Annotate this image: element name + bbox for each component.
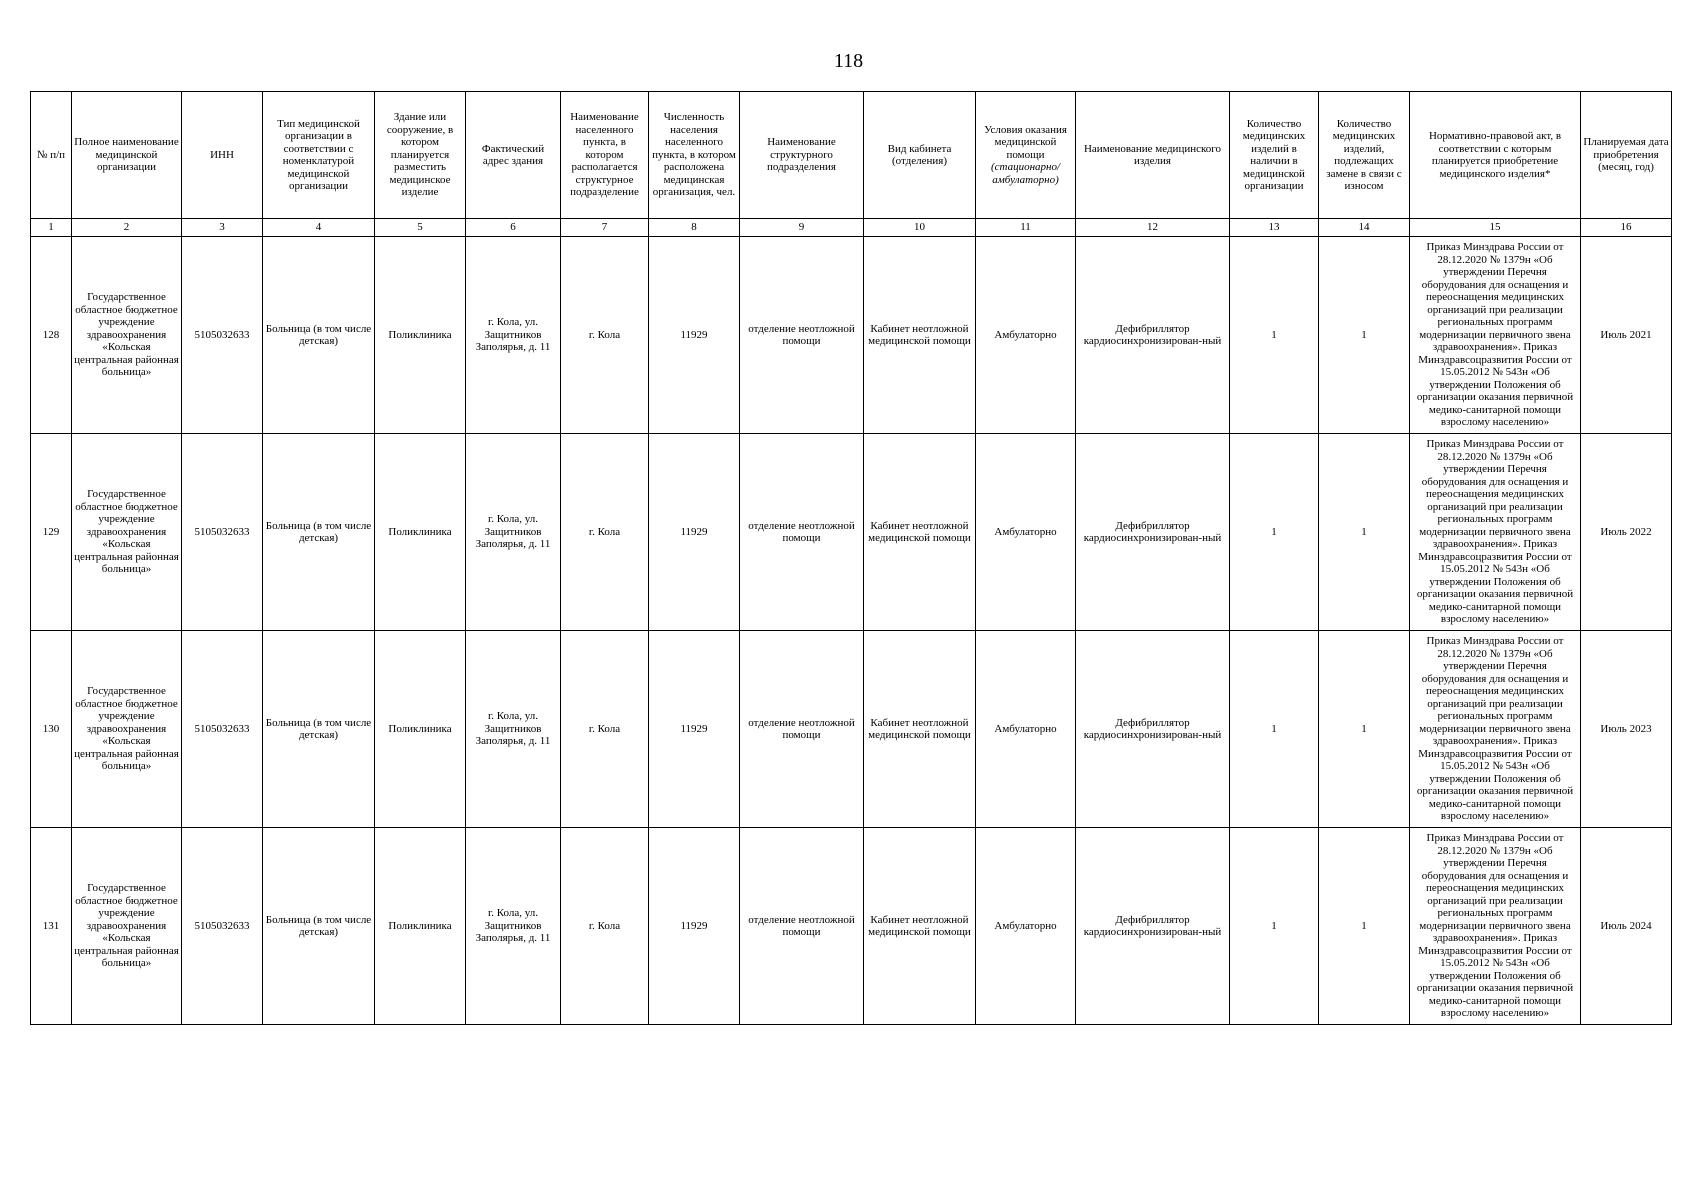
page-number: 118 — [833, 50, 864, 72]
building-address: г. Кола, ул. Защитников Заполярья, д. 11 — [466, 828, 561, 1025]
column-number: 4 — [263, 219, 375, 237]
population-count: 11929 — [649, 237, 740, 434]
header-cell: Фактический адрес здания — [466, 92, 561, 219]
device-name: Дефибриллятор кардиосинхронизирован-ный — [1076, 434, 1230, 631]
care-condition: Амбулаторно — [976, 434, 1076, 631]
column-number: 1 — [31, 219, 72, 237]
care-condition: Амбулаторно — [976, 237, 1076, 434]
purchase-date: Июль 2021 — [1581, 237, 1672, 434]
device-name: Дефибриллятор кардиосинхронизирован-ный — [1076, 828, 1230, 1025]
building-name: Поликлиника — [375, 631, 466, 828]
cabinet-type: Кабинет неотложной медицинской помощи — [864, 631, 976, 828]
organization-type: Больница (в том числе детская) — [263, 828, 375, 1025]
column-number: 5 — [375, 219, 466, 237]
column-number: 15 — [1410, 219, 1581, 237]
organization-type: Больница (в том числе детская) — [263, 631, 375, 828]
device-name: Дефибриллятор кардиосинхронизирован-ный — [1076, 631, 1230, 828]
building-name: Поликлиника — [375, 828, 466, 1025]
header-cell — [976, 92, 1076, 219]
quantity-in-stock: 1 — [1230, 631, 1319, 828]
quantity-in-stock: 1 — [1230, 237, 1319, 434]
column-number: 11 — [976, 219, 1076, 237]
column-number: 10 — [864, 219, 976, 237]
quantity-to-replace: 1 — [1319, 237, 1410, 434]
header-cell: Здание или сооружение, в котором планируется разместить медицинское изделие — [375, 92, 466, 219]
inn-value: 5105032633 — [182, 237, 263, 434]
header-cell: Наименование медицинского изделия — [1076, 92, 1230, 219]
care-condition: Амбулаторно — [976, 631, 1076, 828]
organization-type: Больница (в том числе детская) — [263, 237, 375, 434]
row-number: 131 — [31, 828, 72, 1025]
device-name: Дефибриллятор кардиосинхронизирован-ный — [1076, 237, 1230, 434]
purchase-date: Июль 2022 — [1581, 434, 1672, 631]
cabinet-type: Кабинет неотложной медицинской помощи — [864, 434, 976, 631]
header-condition-label: Условия оказания медицинской помощи — [984, 123, 1067, 161]
header-cell: Полное наименование медицинской организации — [72, 92, 182, 219]
header-cell: Наименование структурного подразделения — [740, 92, 864, 219]
building-name: Поликлиника — [375, 237, 466, 434]
organization-name: Государственное областное бюджетное учреждение здравоохранения «Кольская центральная районная больница» — [72, 237, 182, 434]
header-cell: № п/п — [31, 92, 72, 219]
header-cell: Тип медицинской организации в соответствии с номенклатурой медицинской организации — [263, 92, 375, 219]
building-address: г. Кола, ул. Защитников Заполярья, д. 11 — [466, 237, 561, 434]
header-cell: Количество медицинских изделий, подлежащих замене в связи с износом — [1319, 92, 1410, 219]
population-count: 11929 — [649, 828, 740, 1025]
row-number: 130 — [31, 631, 72, 828]
header-cell: Наименование населенного пункта, в котором располагается структурное подразделение — [561, 92, 649, 219]
building-address: г. Кола, ул. Защитников Заполярья, д. 11 — [466, 631, 561, 828]
table-row — [31, 237, 1672, 434]
row-number: 128 — [31, 237, 72, 434]
organization-type: Больница (в том числе детская) — [263, 434, 375, 631]
column-number: 16 — [1581, 219, 1672, 237]
purchase-date: Июль 2024 — [1581, 828, 1672, 1025]
locality-name: г. Кола — [561, 828, 649, 1025]
locality-name: г. Кола — [561, 434, 649, 631]
organization-name: Государственное областное бюджетное учреждение здравоохранения «Кольская центральная районная больница» — [72, 631, 182, 828]
column-number: 7 — [561, 219, 649, 237]
quantity-in-stock: 1 — [1230, 828, 1319, 1025]
division-name: отделение неотложной помощи — [740, 434, 864, 631]
cabinet-type: Кабинет неотложной медицинской помощи — [864, 828, 976, 1025]
column-number: 13 — [1230, 219, 1319, 237]
header-cell: Численность населения населенного пункта, в котором расположена медицинская организация, чел. — [649, 92, 740, 219]
column-number: 14 — [1319, 219, 1410, 237]
header-cell: Вид кабинета (отделения) — [864, 92, 976, 219]
population-count: 11929 — [649, 631, 740, 828]
table-row — [31, 434, 1672, 631]
quantity-to-replace: 1 — [1319, 631, 1410, 828]
quantity-to-replace: 1 — [1319, 434, 1410, 631]
inn-value: 5105032633 — [182, 828, 263, 1025]
header-condition-note: (стационарно/ амбулаторно) — [990, 161, 1061, 186]
division-name: отделение неотложной помощи — [740, 237, 864, 434]
inn-value: 5105032633 — [182, 434, 263, 631]
locality-name: г. Кола — [561, 631, 649, 828]
care-condition: Амбулаторно — [976, 828, 1076, 1025]
regulatory-act: Приказ Минздрава России от 28.12.2020 № 1379н «Об утверждении Перечня оборудования для оснащения и переоснащения медицинских организаций при реализации региональных программ модернизации первичного звена здравоохранения». Приказ Минздравсоцразвития России от 15.05.2012 № 543н «Об утверждении Положения об организации оказания первичной медико-санитарной помощи взрослому населению» — [1410, 631, 1581, 828]
header-cell: ИНН — [182, 92, 263, 219]
regulatory-act: Приказ Минздрава России от 28.12.2020 № 1379н «Об утверждении Перечня оборудования для оснащения и переоснащения медицинских организаций при реализации региональных программ модернизации первичного звена здравоохранения». Приказ Минздравсоцразвития России от 15.05.2012 № 543н «Об утверждении Положения об организации оказания первичной медико-санитарной помощи взрослому населению» — [1410, 828, 1581, 1025]
regulatory-act: Приказ Минздрава России от 28.12.2020 № 1379н «Об утверждении Перечня оборудования для оснащения и переоснащения медицинских организаций при реализации региональных программ модернизации первичного звена здравоохранения». Приказ Минздравсоцразвития России от 15.05.2012 № 543н «Об утверждении Положения об организации оказания первичной медико-санитарной помощи взрослому населению» — [1410, 434, 1581, 631]
table-row — [31, 828, 1672, 1025]
header-row — [31, 92, 1672, 219]
header-cell: Нормативно-правовой акт, в соответствии с которым планируется приобретение медицинского изделия* — [1410, 92, 1581, 219]
column-number: 3 — [182, 219, 263, 237]
organization-name: Государственное областное бюджетное учреждение здравоохранения «Кольская центральная районная больница» — [72, 828, 182, 1025]
division-name: отделение неотложной помощи — [740, 828, 864, 1025]
building-name: Поликлиника — [375, 434, 466, 631]
building-address: г. Кола, ул. Защитников Заполярья, д. 11 — [466, 434, 561, 631]
column-number-row — [31, 219, 1672, 237]
quantity-to-replace: 1 — [1319, 828, 1410, 1025]
column-number: 9 — [740, 219, 864, 237]
column-number: 6 — [466, 219, 561, 237]
row-number: 129 — [31, 434, 72, 631]
column-number: 2 — [72, 219, 182, 237]
organization-name: Государственное областное бюджетное учреждение здравоохранения «Кольская центральная районная больница» — [72, 434, 182, 631]
cabinet-type: Кабинет неотложной медицинской помощи — [864, 237, 976, 434]
inn-value: 5105032633 — [182, 631, 263, 828]
population-count: 11929 — [649, 434, 740, 631]
purchase-date: Июль 2023 — [1581, 631, 1672, 828]
column-number: 12 — [1076, 219, 1230, 237]
locality-name: г. Кола — [561, 237, 649, 434]
division-name: отделение неотложной помощи — [740, 631, 864, 828]
column-number: 8 — [649, 219, 740, 237]
regulatory-act: Приказ Минздрава России от 28.12.2020 № 1379н «Об утверждении Перечня оборудования для оснащения и переоснащения медицинских организаций при реализации региональных программ модернизации первичного звена здравоохранения». Приказ Минздравсоцразвития России от 15.05.2012 № 543н «Об утверждении Положения об организации оказания первичной медико-санитарной помощи взрослому населению» — [1410, 237, 1581, 434]
header-cell: Планируемая дата приобретения (месяц, год) — [1581, 92, 1672, 219]
table-row — [31, 631, 1672, 828]
equipment-table — [30, 91, 1672, 1025]
quantity-in-stock: 1 — [1230, 434, 1319, 631]
header-cell: Количество медицинских изделий в наличии в медицинской организации — [1230, 92, 1319, 219]
